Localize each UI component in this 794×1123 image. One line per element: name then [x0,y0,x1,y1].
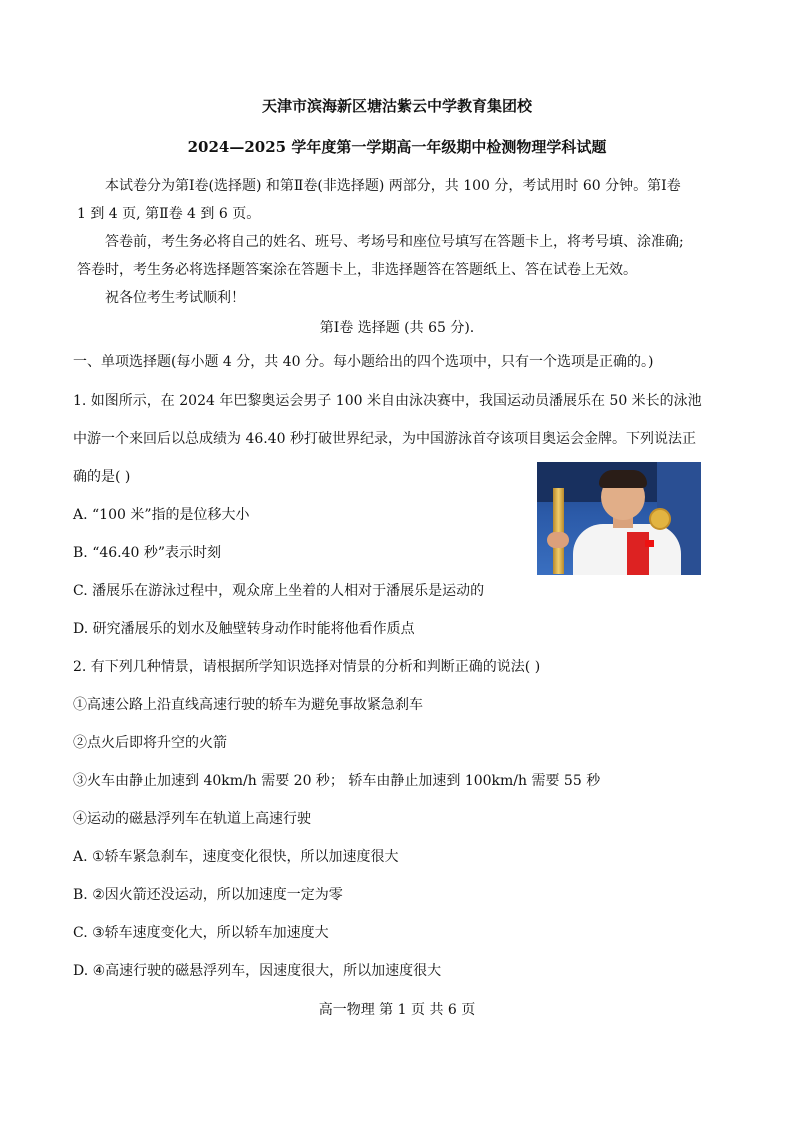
section-heading: 一、单项选择题(每小题 4 分，共 40 分。每小题给出的四个选项中，只有一个选项是正确的。) [73,354,654,370]
question-2-option-d: D. ④高速行驶的磁悬浮列车，因速度很大，所以加速度很大 [73,963,442,979]
question-1-stem-line-1: 1. 如图所示，在 2024 年巴黎奥运会男子 100 米自由泳决赛中，我国运动员潘展乐在 50 米长的泳池 [73,393,702,409]
question-1-stem-line-3: 确的是( ) [73,469,131,485]
good-luck-line: 祝各位考生考试顺利！ [105,290,245,306]
swimmer-medal-photo [537,462,701,575]
intro-paragraph-2-line-1: 答卷前，考生务必将自己的姓名、班号、考场号和座位号填写在答题卡上，将考号填、涂准确; [105,234,684,250]
question-2-option-b: B. ②因火箭还没运动，所以加速度一定为零 [73,887,343,903]
intro-paragraph-1-line-1: 本试卷分为第Ⅰ卷(选择题) 和第Ⅱ卷(非选择题) 两部分，共 100 分，考试用时 60 分钟。第Ⅰ卷 [105,178,681,194]
question-1-option-a: A. “100 米”指的是位移大小 [73,507,250,523]
question-2-option-a: A. ①轿车紧急刹车，速度变化很快，所以加速度很大 [73,849,399,865]
question-2-scene-1: ①高速公路上沿直线高速行驶的轿车为避免事故紧急刹车 [73,697,423,713]
question-2-scene-3: ③火车由静止加速到 40km/h 需要 20 秒； 轿车由静止加速到 100km/h 需要 55 秒 [73,773,601,789]
question-1-stem-line-2: 中游一个来回后以总成绩为 46.40 秒打破世界纪录，为中国游泳首夺该项目奥运会金牌。下列说法正 [73,431,696,447]
question-1-option-c: C. 潘展乐在游泳过程中，观众席上坐着的人相对于潘展乐是运动的 [73,583,485,599]
question-2-scene-2: ②点火后即将升空的火箭 [73,735,227,751]
question-2-stem: 2. 有下列几种情景，请根据所学知识选择对情景的分析和判断正确的说法( ) [73,659,541,675]
question-1-option-b: B. “46.40 秒”表示时刻 [73,545,222,561]
question-2-scene-4: ④运动的磁悬浮列车在轨道上高速行驶 [73,811,311,827]
intro-paragraph-1-line-2: 1 到 4 页, 第Ⅱ卷 4 到 6 页。 [77,206,261,222]
page-footer: 高一物理 第 1 页 共 6 页 [318,1002,476,1018]
school-title: 天津市滨海新区塘沽紫云中学教育集团校 [261,97,532,115]
question-1-option-d: D. 研究潘展乐的划水及触壁转身动作时能将他看作质点 [73,621,415,637]
part-1-heading: 第Ⅰ卷 选择题 (共 65 分). [319,320,475,336]
question-2-option-c: C. ③轿车速度变化大，所以轿车加速度大 [73,925,329,941]
exam-title: 2024—2025 学年度第一学期高一年级期中检测物理学科试题 [187,138,607,156]
intro-paragraph-2-line-2: 答卷时，考生务必将选择题答案涂在答题卡上，非选择题答在答题纸上、答在试卷上无效。 [77,262,637,278]
